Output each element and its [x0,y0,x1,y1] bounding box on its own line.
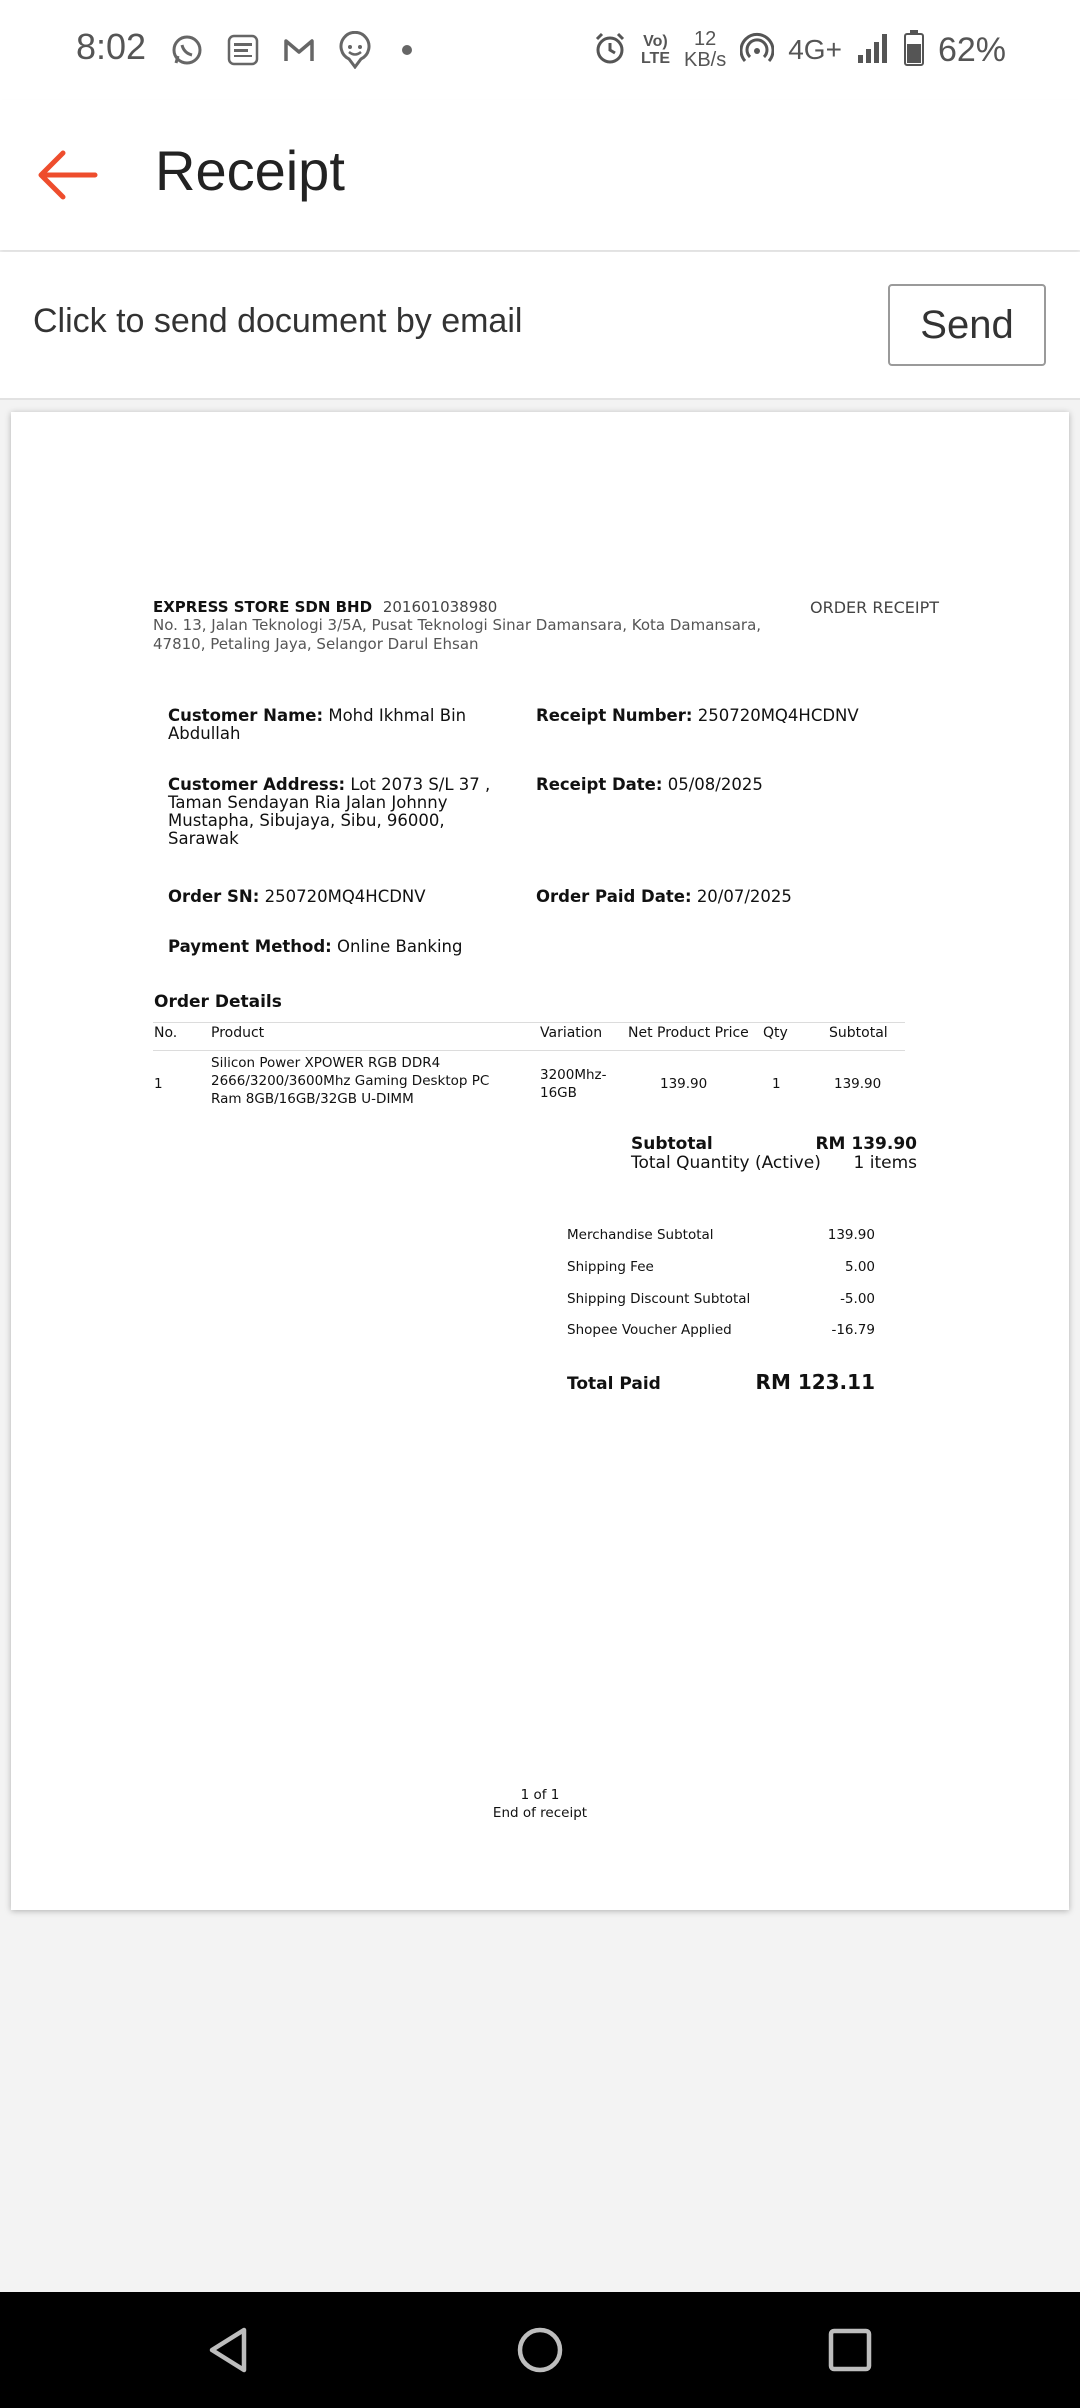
volte-indicator: Vo) LTE [640,33,670,67]
total-qty-label: Total Quantity (Active) [631,1153,821,1173]
battery-icon [904,30,924,71]
document-footer [11,1786,1069,1822]
status-bar [0,0,1080,100]
col-header-product: Product [211,1025,265,1041]
total-paid-label: Total Paid [567,1374,661,1394]
order-paid-date: Order Paid Date: 20/07/2025 [536,887,792,906]
store-registration: 201601038980 [382,598,498,616]
whatsapp-icon [168,31,206,69]
order-sn: Order SN: 250720MQ4HCDNV [168,887,426,906]
email-row [0,252,1080,400]
email-prompt: Click to send document by email [33,302,523,340]
network-speed: 12 KB/s [683,28,727,71]
row-qty: 1 [772,1076,781,1092]
total-qty-value: 1 items [853,1153,917,1173]
total-paid-value: RM 123.11 [755,1370,875,1394]
back-arrow-icon [35,149,99,201]
store-address: No. 13, Jalan Teknologi 3/5A, Pusat Teknologi Sinar Damansara, Kota Damansara, 47810, Petaling Jaya, Selangor Darul Ehsan [153,616,762,653]
table-header-divider [153,1050,905,1051]
nav-recents-icon [827,2327,873,2373]
subtotal-label: Subtotal [631,1134,713,1154]
end-of-receipt: End of receipt [492,1805,588,1821]
nav-home-icon [515,2325,565,2375]
breakdown-value: 139.90 [827,1227,875,1243]
col-header-no: No. [154,1025,178,1041]
col-header-variation: Variation [540,1025,603,1041]
document-type: ORDER RECEIPT [810,598,939,617]
back-button[interactable] [32,140,102,210]
touch-n-go-icon [224,31,262,69]
breakdown-label: Merchandise Subtotal [567,1227,714,1243]
row-no: 1 [154,1076,163,1092]
breakdown-label: Shopee Voucher Applied [567,1322,732,1338]
col-header-net-price: Net Product Price [628,1025,749,1041]
receipt-document[interactable] [11,412,1069,1910]
breakdown-value: 5.00 [844,1259,875,1275]
breakdown-value: -5.00 [840,1291,875,1307]
alarm-icon [593,31,627,70]
gmail-icon [280,31,318,69]
app-bar [0,100,1080,250]
subtotal-value: RM 139.90 [815,1134,917,1154]
customer-name: Customer Name: Mohd Ikhmal Bin Abdullah [168,706,467,743]
customer-address: Customer Address: Lot 2073 S/L 37 , Taman Sendayan Ria Jalan Johnny Mustapha, Sibujaya, Sibu, 96000, Sarawak [168,775,491,848]
system-icons [593,26,1006,74]
payment-method: Payment Method: Online Banking [168,937,463,956]
notification-icons [168,28,412,72]
row-product: Silicon Power XPOWER RGB DDR4 2666/3200/3600Mhz Gaming Desktop PC Ram 8GB/16GB/32GB U-DIMM [211,1055,490,1107]
order-details-title: Order Details [154,992,282,1012]
status-time: 8:02 [76,26,147,67]
receipt-number: Receipt Number: 250720MQ4HCDNV [536,706,859,725]
nav-recents-button[interactable] [820,2320,880,2380]
network-type: 4G+ [788,34,842,65]
table-top-divider [153,1022,905,1023]
col-header-subtotal: Subtotal [829,1025,888,1041]
page-title: Receipt [155,139,345,202]
nav-back-button[interactable] [198,2320,258,2380]
breakdown-value: -16.79 [831,1322,875,1338]
page-indicator: 1 of 1 [520,1787,560,1803]
breakdown-label: Shipping Discount Subtotal [567,1291,751,1307]
hotspot-icon [740,31,774,70]
breakdown-label: Shipping Fee [567,1259,654,1275]
row-variation: 3200Mhz-16GB [540,1067,607,1101]
send-button[interactable]: Send [888,284,1046,366]
nav-back-icon [206,2326,250,2374]
col-header-qty: Qty [763,1025,788,1041]
nav-home-button[interactable] [510,2320,570,2380]
store-header [153,598,497,616]
receipt-date: Receipt Date: 05/08/2025 [536,775,763,794]
store-name: EXPRESS STORE SDN BHD [153,598,373,616]
system-nav-bar [0,2292,1080,2408]
signal-icon [856,31,890,70]
app-notification-icon [336,31,374,69]
row-net-price: 139.90 [660,1076,708,1092]
more-notifications-dot [402,45,412,55]
row-subtotal: 139.90 [834,1076,882,1092]
battery-percent: 62% [937,30,1006,69]
